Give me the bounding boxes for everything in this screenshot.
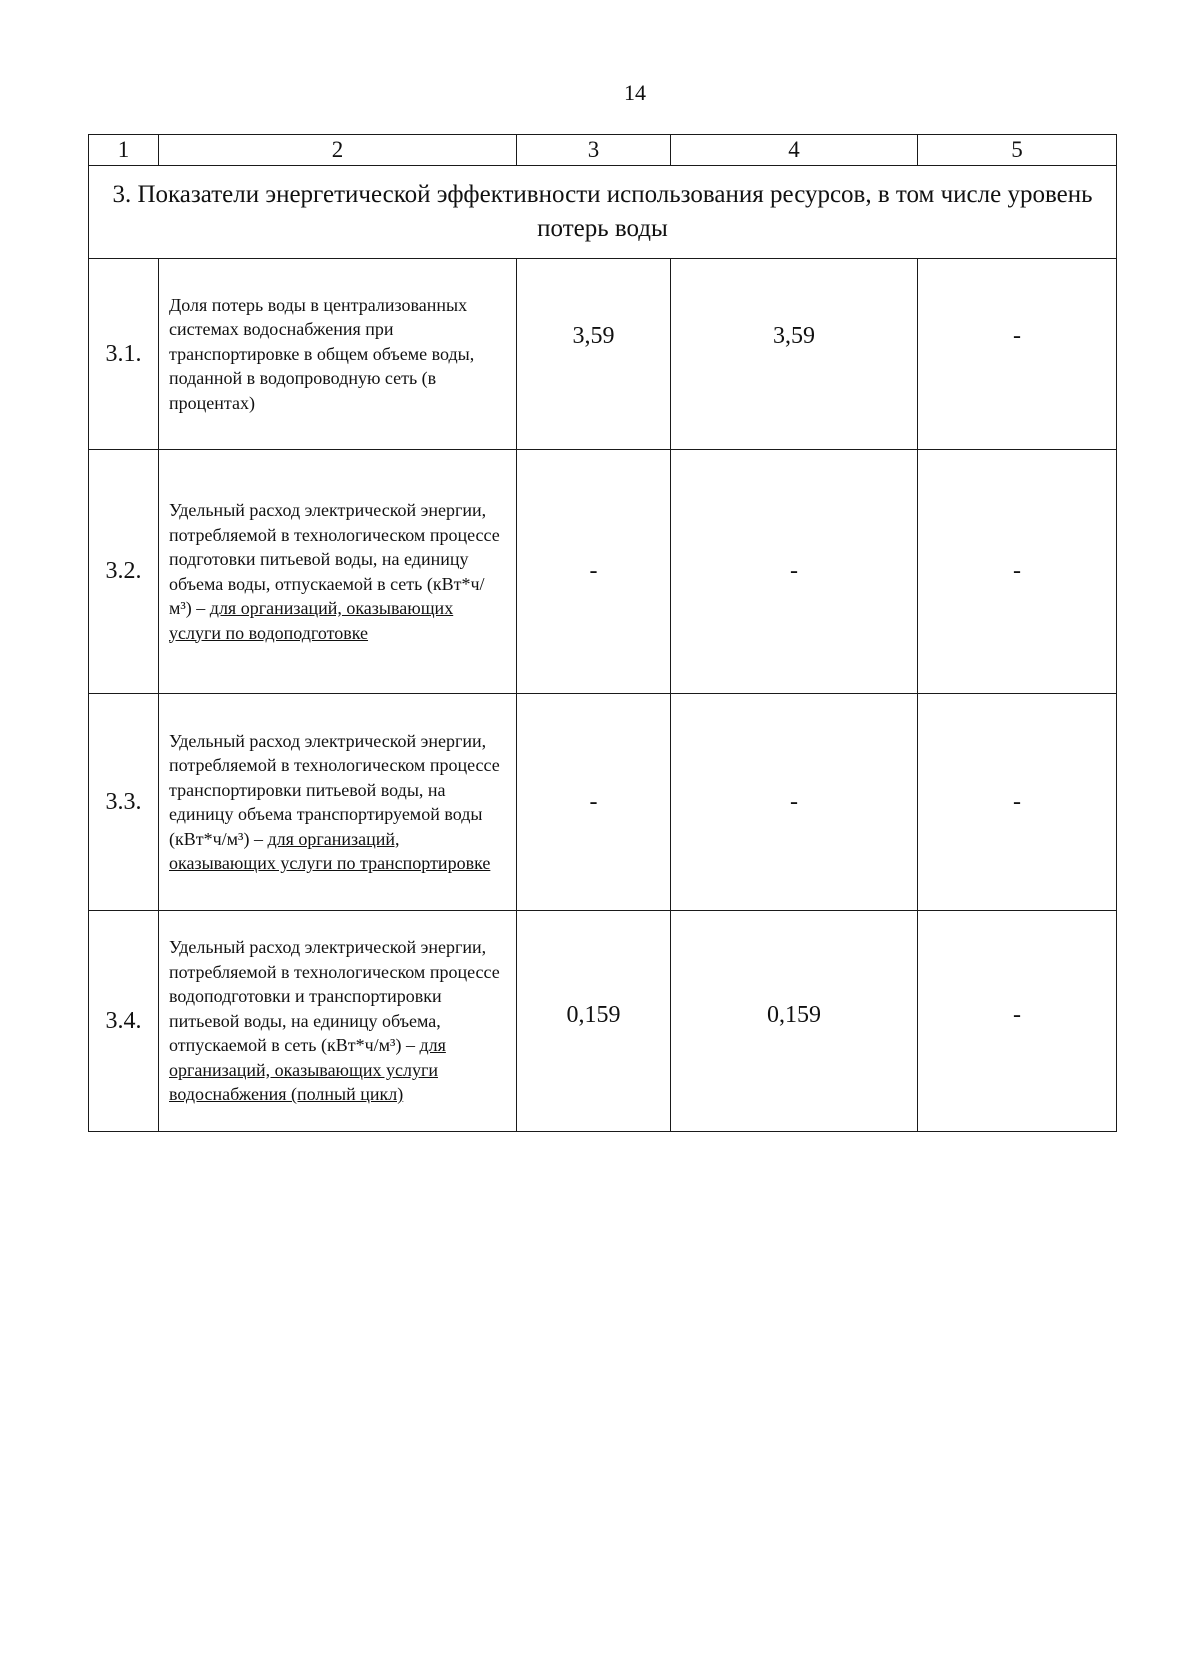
value-col3: -	[517, 450, 671, 694]
value-col5	[918, 911, 1117, 1132]
value-col4	[671, 911, 918, 1132]
value-col4: -	[671, 694, 918, 911]
table-header-row	[89, 135, 1117, 166]
description-text: Удельный расход электрической энергии, потребляемой в технологическом процессе транспортировки питьевой воды, на единицу объема транспортируемой воды (кВт*ч/м³) –	[169, 730, 500, 849]
row-description	[159, 694, 517, 911]
table-row	[89, 694, 1117, 911]
row-description	[159, 911, 517, 1132]
description-text: Доля потерь воды в централизованных системах водоснабжения при транспортировке в общем объеме воды, поданной в водопроводную сеть (в процентах)	[169, 294, 475, 413]
description-underlined-text: для организаций, оказывающих услуги по транспортировке	[169, 828, 491, 873]
page-number: 14	[624, 80, 646, 105]
value-text: 0,159	[767, 1001, 821, 1028]
value-col3: -	[517, 694, 671, 911]
description-underlined-text: для организаций, оказывающих услуги водоснабжения (полный цикл)	[169, 1035, 446, 1105]
value-col5	[918, 259, 1117, 450]
value-col3	[517, 911, 671, 1132]
value-col4	[671, 259, 918, 450]
header-cell: 3	[517, 135, 671, 166]
row-number: 3.2.	[89, 450, 159, 694]
header-cell: 4	[671, 135, 918, 166]
row-number: 3.3.	[89, 694, 159, 911]
header-cell: 1	[89, 135, 159, 166]
header-cell: 5	[918, 135, 1117, 166]
value-col5: -	[918, 694, 1117, 911]
value-col5: -	[918, 450, 1117, 694]
table-row	[89, 259, 1117, 450]
value-text: 3,59	[572, 322, 615, 349]
value-col4: -	[671, 450, 918, 694]
header-cell: 2	[159, 135, 517, 166]
value-text: -	[1013, 322, 1021, 349]
description-text: Удельный расход электрической энергии, потребляемой в технологическом процессе подготовки питьевой воды, на единицу объема воды, отпускаемой в сеть (кВт*ч/м³) –	[169, 500, 500, 618]
table-row	[89, 450, 1117, 694]
value-col3	[517, 259, 671, 450]
value-text: 0,159	[566, 1001, 621, 1028]
section-title: 3. Показатели энергетической эффективности использования ресурсов, в том числе уровень потерь воды	[89, 166, 1117, 259]
section-title-row	[89, 166, 1117, 259]
description-text: Удельный расход электрической энергии, потребляемой в технологическом процессе водоподготовки и транспортировки питьевой воды, на единицу объема, отпускаемой в сеть (кВт*ч/м³) –	[169, 937, 500, 1056]
row-description	[159, 450, 517, 694]
row-number: 3.1.	[89, 259, 159, 450]
indicators-table	[88, 134, 1117, 1132]
table-row	[89, 911, 1117, 1132]
value-text: 3,59	[773, 322, 815, 349]
row-number: 3.4.	[89, 911, 159, 1132]
row-description	[159, 259, 517, 450]
description-underlined-text: для организаций, оказывающих услуги по водоподготовке	[169, 598, 454, 643]
value-text: -	[1013, 1001, 1021, 1028]
